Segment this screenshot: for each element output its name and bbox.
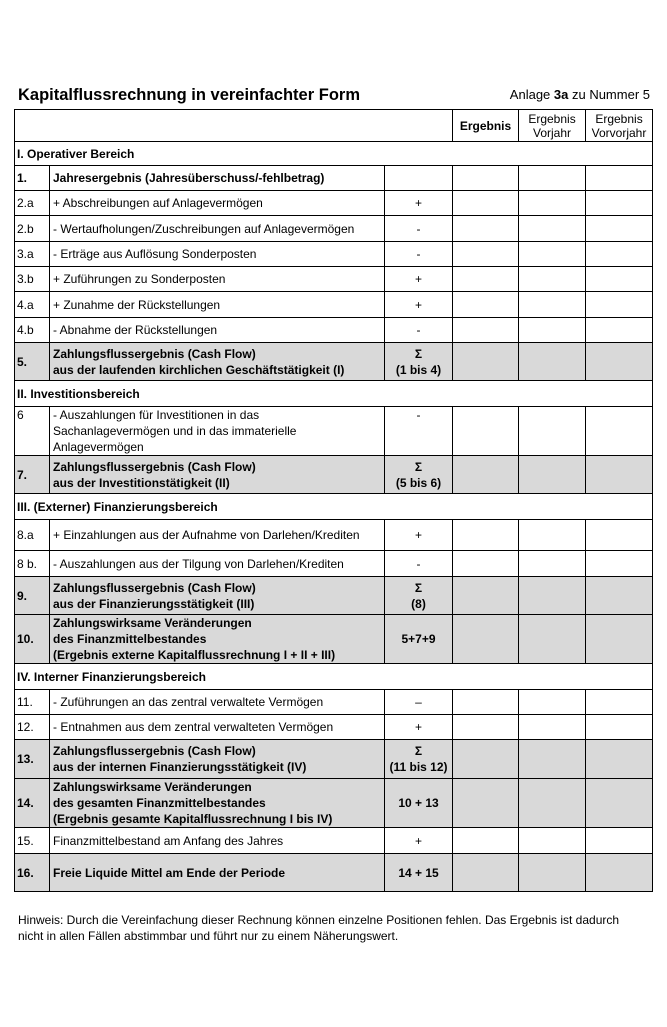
cell-vorjahr	[519, 615, 586, 664]
row-text: Freie Liquide Mittel am Ende der Periode	[50, 854, 385, 892]
table-row	[15, 551, 653, 577]
row-symbol: Σ (5 bis 6)	[385, 456, 453, 494]
cell-ergebnis	[453, 343, 519, 381]
cell-vorjahr	[519, 577, 586, 615]
sum-row	[15, 779, 653, 828]
table-row	[15, 715, 653, 740]
cell-ergebnis	[453, 615, 519, 664]
row-symbol: -	[385, 242, 453, 267]
sum-row	[15, 577, 653, 615]
sum-row	[15, 615, 653, 664]
cell-vorjahr	[519, 267, 586, 292]
section-label: I. Operativer Bereich	[15, 142, 653, 166]
cell-vorvorjahr	[586, 854, 653, 892]
cell-vorvorjahr	[586, 267, 653, 292]
row-text: - Zuführungen an das zentral verwaltete Vermögen	[50, 690, 385, 715]
row-text: Zahlungsflussergebnis (Cash Flow) aus der Finanzierungsstätigkeit (III)	[50, 577, 385, 615]
row-symbol: +	[385, 267, 453, 292]
row-text: + Zuführungen zu Sonderposten	[50, 267, 385, 292]
col-ergebnis-vorjahr: Ergebnis Vorjahr	[519, 110, 586, 142]
row-number: 7.	[15, 456, 50, 494]
col-ergebnis-vorvorjahr: Ergebnis Vorvorjahr	[586, 110, 653, 142]
row-symbol: +	[385, 520, 453, 551]
table-row	[15, 292, 653, 318]
row-number: 12.	[15, 715, 50, 740]
row-text: Finanzmittelbestand am Anfang des Jahres	[50, 828, 385, 854]
cell-vorvorjahr	[586, 740, 653, 779]
row-symbol: Σ (11 bis 12)	[385, 740, 453, 779]
row-number: 4.b	[15, 318, 50, 343]
row-number: 5.	[15, 343, 50, 381]
row-number: 3.a	[15, 242, 50, 267]
row-number: 1.	[15, 166, 50, 191]
row-symbol	[385, 166, 453, 191]
cell-vorvorjahr	[586, 343, 653, 381]
cell-vorvorjahr	[586, 551, 653, 577]
row-number: 11.	[15, 690, 50, 715]
cell-vorjahr	[519, 318, 586, 343]
row-number: 4.a	[15, 292, 50, 318]
cell-ergebnis	[453, 216, 519, 242]
cell-ergebnis	[453, 828, 519, 854]
cell-vorjahr	[519, 828, 586, 854]
table-row	[15, 690, 653, 715]
cell-vorvorjahr	[586, 828, 653, 854]
cell-vorvorjahr	[586, 615, 653, 664]
cell-vorvorjahr	[586, 520, 653, 551]
cell-ergebnis	[453, 577, 519, 615]
row-text: Zahlungsflussergebnis (Cash Flow) aus der Investitionstätigkeit (II)	[50, 456, 385, 494]
cell-vorjahr	[519, 216, 586, 242]
section-row	[15, 381, 653, 407]
cell-vorjahr	[519, 191, 586, 216]
cell-vorjahr	[519, 740, 586, 779]
cell-ergebnis	[453, 191, 519, 216]
cell-ergebnis	[453, 715, 519, 740]
row-text: Zahlungsflussergebnis (Cash Flow) aus der laufenden kirchlichen Geschäftstätigkeit (I)	[50, 343, 385, 381]
cell-vorvorjahr	[586, 715, 653, 740]
cell-ergebnis	[453, 242, 519, 267]
table-row	[15, 191, 653, 216]
cell-ergebnis	[453, 407, 519, 456]
cell-vorjahr	[519, 690, 586, 715]
header-blank	[15, 110, 453, 142]
anlage-number: 3a	[553, 87, 569, 102]
row-number: 9.	[15, 577, 50, 615]
cell-vorjahr	[519, 715, 586, 740]
cell-vorjahr	[519, 407, 586, 456]
row-text: + Zunahme der Rückstellungen	[50, 292, 385, 318]
cell-ergebnis	[453, 292, 519, 318]
row-symbol: Σ (8)	[385, 577, 453, 615]
section-row	[15, 494, 653, 520]
cell-vorvorjahr	[586, 690, 653, 715]
row-symbol: -	[385, 551, 453, 577]
row-text: + Einzahlungen aus der Aufnahme von Darlehen/Krediten	[50, 520, 385, 551]
section-row	[15, 142, 653, 166]
row-number: 2.b	[15, 216, 50, 242]
sum-row	[15, 456, 653, 494]
row-text: - Erträge aus Auflösung Sonderposten	[50, 242, 385, 267]
row-text: - Auszahlungen aus der Tilgung von Darlehen/Krediten	[50, 551, 385, 577]
cell-ergebnis	[453, 551, 519, 577]
table-row	[15, 166, 653, 191]
row-symbol: -	[385, 407, 453, 456]
cell-vorvorjahr	[586, 191, 653, 216]
row-number: 16.	[15, 854, 50, 892]
cell-vorvorjahr	[586, 456, 653, 494]
sum-row	[15, 854, 653, 892]
row-number: 6	[15, 407, 50, 456]
row-text: + Abschreibungen auf Anlagevermögen	[50, 191, 385, 216]
row-text: Jahresergebnis (Jahresüberschuss/-fehlbetrag)	[50, 166, 385, 191]
cell-vorjahr	[519, 779, 586, 828]
table-row	[15, 267, 653, 292]
row-symbol: Σ (1 bis 4)	[385, 343, 453, 381]
row-symbol: +	[385, 828, 453, 854]
cashflow-table	[14, 109, 653, 892]
table-row	[15, 828, 653, 854]
cell-vorvorjahr	[586, 166, 653, 191]
row-text: - Auszahlungen für Investitionen in das Sachanlagevermögen und in das immaterielle Anlagevermögen	[50, 407, 385, 456]
cell-ergebnis	[453, 690, 519, 715]
row-number: 2.a	[15, 191, 50, 216]
row-symbol: -	[385, 318, 453, 343]
row-number: 8.a	[15, 520, 50, 551]
row-symbol: 14 + 15	[385, 854, 453, 892]
anlage-reference	[510, 87, 650, 102]
header-row	[15, 110, 653, 142]
cell-vorvorjahr	[586, 242, 653, 267]
table-row	[15, 520, 653, 551]
row-symbol: +	[385, 191, 453, 216]
anlage-suffix: zu Nummer 5	[568, 87, 650, 102]
section-row	[15, 664, 653, 690]
cell-ergebnis	[453, 779, 519, 828]
cell-vorvorjahr	[586, 407, 653, 456]
anlage-prefix: Anlage	[509, 87, 554, 102]
cell-ergebnis	[453, 520, 519, 551]
cell-vorvorjahr	[586, 216, 653, 242]
row-number: 13.	[15, 740, 50, 779]
cell-vorjahr	[519, 242, 586, 267]
cell-vorjahr	[519, 166, 586, 191]
row-number: 14.	[15, 779, 50, 828]
row-symbol: +	[385, 715, 453, 740]
row-number: 15.	[15, 828, 50, 854]
section-label: II. Investitionsbereich	[15, 381, 653, 407]
row-text: Zahlungsflussergebnis (Cash Flow) aus der internen Finanzierungsstätigkeit (IV)	[50, 740, 385, 779]
cell-ergebnis	[453, 456, 519, 494]
cell-vorjahr	[519, 343, 586, 381]
sum-row	[15, 740, 653, 779]
row-symbol: 5+7+9	[385, 615, 453, 664]
cell-vorvorjahr	[586, 779, 653, 828]
cell-vorjahr	[519, 854, 586, 892]
section-label: IV. Interner Finanzierungsbereich	[15, 664, 653, 690]
row-text: Zahlungswirksame Veränderungen des Finanzmittelbestandes (Ergebnis externe Kapitalflussrechnung I + II + III)	[50, 615, 385, 664]
page-title: Kapitalflussrechnung in vereinfachter Form	[18, 86, 360, 104]
row-symbol: -	[385, 216, 453, 242]
section-label: III. (Externer) Finanzierungsbereich	[15, 494, 653, 520]
cell-vorjahr	[519, 292, 586, 318]
row-text: - Wertaufholungen/Zuschreibungen auf Anlagevermögen	[50, 216, 385, 242]
row-symbol: +	[385, 292, 453, 318]
cell-vorvorjahr	[586, 318, 653, 343]
col-ergebnis: Ergebnis	[453, 110, 519, 142]
sum-row	[15, 343, 653, 381]
cell-ergebnis	[453, 740, 519, 779]
cell-vorjahr	[519, 551, 586, 577]
cell-ergebnis	[453, 267, 519, 292]
table-row	[15, 216, 653, 242]
hinweis-note: Hinweis: Durch die Vereinfachung dieser Rechnung können einzelne Positionen fehlen. Das Ergebnis ist dadurch nicht in allen Fällen abstimmbar und führt nur zu einem Näherungswert.	[18, 913, 620, 943]
row-text: - Abnahme der Rückstellungen	[50, 318, 385, 343]
cell-ergebnis	[453, 166, 519, 191]
cell-vorjahr	[519, 456, 586, 494]
table-row	[15, 318, 653, 343]
row-number: 8 b.	[15, 551, 50, 577]
cell-ergebnis	[453, 318, 519, 343]
table-row	[15, 407, 653, 456]
row-text: Zahlungswirksame Veränderungen des gesamten Finanzmittelbestandes (Ergebnis gesamte Kapitalflussrechnung I bis IV)	[50, 779, 385, 828]
row-text: - Entnahmen aus dem zentral verwalteten Vermögen	[50, 715, 385, 740]
row-symbol: 10 + 13	[385, 779, 453, 828]
cell-vorjahr	[519, 520, 586, 551]
cell-vorvorjahr	[586, 577, 653, 615]
table-row	[15, 242, 653, 267]
cell-vorvorjahr	[586, 292, 653, 318]
row-number: 10.	[15, 615, 50, 664]
row-number: 3.b	[15, 267, 50, 292]
row-symbol: –	[385, 690, 453, 715]
cell-ergebnis	[453, 854, 519, 892]
